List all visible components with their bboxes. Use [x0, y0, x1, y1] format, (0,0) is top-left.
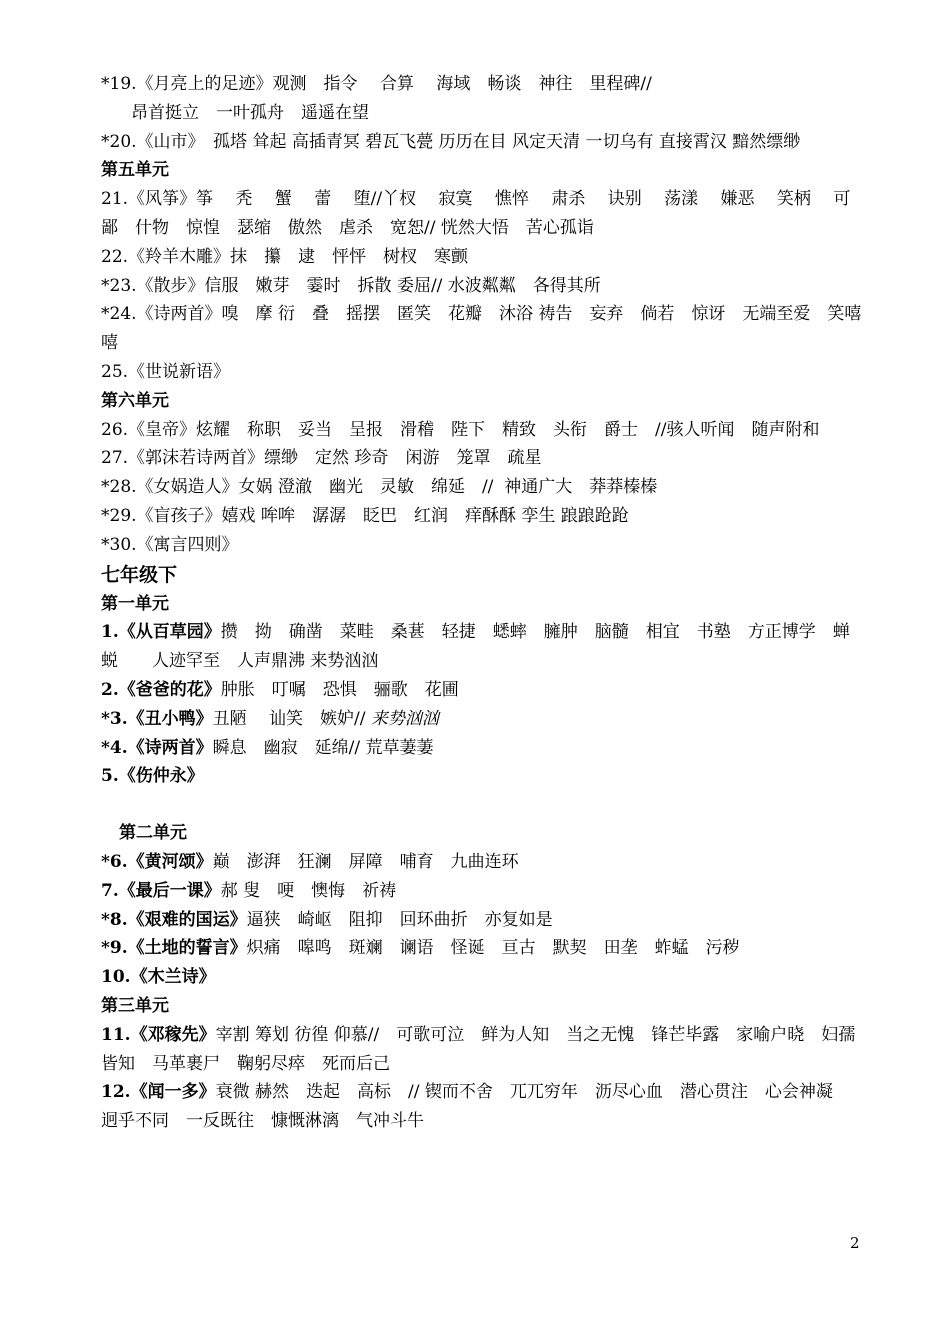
page-number: 2 — [850, 1234, 860, 1252]
entry-b10-title: 10.《木兰诗》 — [101, 967, 216, 988]
entry-b7-body: 郝 叟 哽 懊悔 祈祷 — [220, 880, 397, 901]
entry-b6-title: *6.《黄河颂》 — [101, 851, 213, 872]
entry-b4-body: 瞬息 幽寂 延绵// 荒草萋萋 — [212, 737, 434, 758]
unit-heading-6: 第六单元 — [101, 390, 169, 411]
entry-b5-title: 5.《伤仲永》 — [101, 766, 204, 787]
entry-b11 — [101, 1021, 863, 1079]
entry-19-line2: 昂首挺立 一叶孤舟 遥遥在望 — [131, 102, 369, 123]
entry-29: *29.《盲孩子》嬉戏 哞哞 潺潺 眨巴 红润 痒酥酥 孪生 踉踉跄跄 — [101, 505, 629, 526]
entry-b6 — [101, 848, 863, 877]
entry-b3-body: 丑陋 讪笑 嫉妒// — [212, 708, 366, 729]
entry-19-line1: *19.《月亮上的足迹》观测 指令 合算 海域 畅谈 神往 里程碑// — [101, 74, 652, 94]
entry-b5 — [101, 762, 863, 791]
entry-b12-body: 衰微 赫然 迭起 高标 // 锲而不舍 兀兀穷年 沥尽心血 潜心贯注 心会神凝 迥乎不同 一反既往 慷慨淋漓 气冲斗牛 — [101, 1082, 850, 1132]
entry-b3 — [101, 705, 863, 734]
entry-b1-title: 1.《从百草园》 — [101, 622, 221, 643]
entry-b12 — [101, 1078, 863, 1136]
entry-b9-body: 炽痛 嗥鸣 斑斓 谰语 怪诞 亘古 默契 田垄 蚱蜢 污秽 — [246, 938, 740, 959]
entry-b4 — [101, 734, 863, 763]
entry-24: *24.《诗两首》嗅 摩 衍 叠 摇摆 匿笑 花瓣 沐浴 祷告 妄弃 倘若 惊讶 无端至爱 笑嘻嘻 — [101, 304, 862, 354]
unit-heading-5: 第五单元 — [101, 160, 169, 181]
entry-26: 26.《皇帝》炫耀 称职 妥当 呈报 滑稽 陛下 精致 头衔 爵士 //骇人听闻 随声附和 — [101, 419, 820, 440]
entry-22: 22.《羚羊木雕》抹 攥 逮 怦怦 树杈 寒颤 — [101, 246, 469, 267]
document-body — [101, 70, 863, 1136]
entry-b9-title: *9.《土地的誓言》 — [101, 938, 247, 959]
entry-b6-body: 巅 澎湃 狂澜 屏障 哺育 九曲连环 — [212, 851, 519, 872]
entry-b4-title: *4.《诗两首》 — [101, 737, 213, 758]
entry-b12-title: 12.《闻一多》 — [101, 1082, 216, 1103]
entry-b2-title: 2.《爸爸的花》 — [101, 679, 221, 700]
entry-20: *20.《山市》 孤塔 耸起 高插青冥 碧瓦飞甍 历历在目 风定天清 一切乌有 直接霄汉 黯然缥缈 — [101, 131, 801, 152]
entry-b10 — [101, 963, 863, 992]
entry-b9 — [101, 934, 863, 963]
unit-heading-1: 第一单元 — [101, 593, 169, 614]
entry-b2-body: 肿胀 叮嘱 恐惧 骊歌 花圃 — [220, 679, 459, 700]
entry-21: 21.《风筝》筝 秃 蟹 蕾 堕//丫杈 寂寞 憔悴 肃杀 诀别 荡漾 嫌恶 笑柄 可鄙 什物 惊惶 瑟缩 傲然 虐杀 宽恕// 恍然大悟 苦心孤诣 — [101, 189, 851, 238]
entry-b7-title: 7.《最后一课》 — [101, 880, 221, 901]
entry-b8 — [101, 906, 863, 935]
entry-28: *28.《女娲造人》女娲 澄澈 幽光 灵敏 绵延 // 神通广大 莽莽榛榛 — [101, 477, 658, 498]
entry-b8-body: 逼狭 崎岖 阻抑 回环曲折 亦复如是 — [246, 909, 553, 930]
entry-b11-title: 11.《邓稼先》 — [101, 1024, 216, 1045]
entry-b8-title: *8.《艰难的国运》 — [101, 909, 247, 930]
entry-25: 25.《世说新语》 — [101, 361, 231, 382]
entry-b2 — [101, 676, 863, 705]
unit-heading-3: 第三单元 — [101, 995, 169, 1016]
entry-b7 — [101, 877, 863, 906]
entry-b3-title: *3.《丑小鸭》 — [101, 708, 213, 729]
entry-27: 27.《郭沫若诗两首》缥缈 定然 珍奇 闲游 笼罩 疏星 — [101, 448, 542, 469]
entry-30: *30.《寓言四则》 — [101, 534, 239, 555]
entry-b1-body: 攒 拗 确凿 菜畦 桑葚 轻捷 蟋蟀 臃肿 脑髓 相宜 书塾 方正博学 蝉蜕 人迹罕至 人声鼎沸 来势汹汹 — [101, 622, 850, 672]
entry-b1 — [101, 618, 863, 676]
entry-23: *23.《散步》信服 嫩芽 霎时 拆散 委屈// 水波粼粼 各得其所 — [101, 275, 601, 296]
unit-heading-2: 第二单元 — [119, 823, 187, 844]
entry-b3-italic: 来势汹汹 — [370, 708, 439, 729]
entry-b11-body: 宰割 筹划 彷徨 仰慕// 可歌可泣 鲜为人知 当之无愧 锋芒毕露 家喻户晓 妇孺皆知 马革裹尸 鞠躬尽瘁 死而后己 — [101, 1024, 856, 1074]
grade-heading: 七年级下 — [101, 563, 178, 586]
